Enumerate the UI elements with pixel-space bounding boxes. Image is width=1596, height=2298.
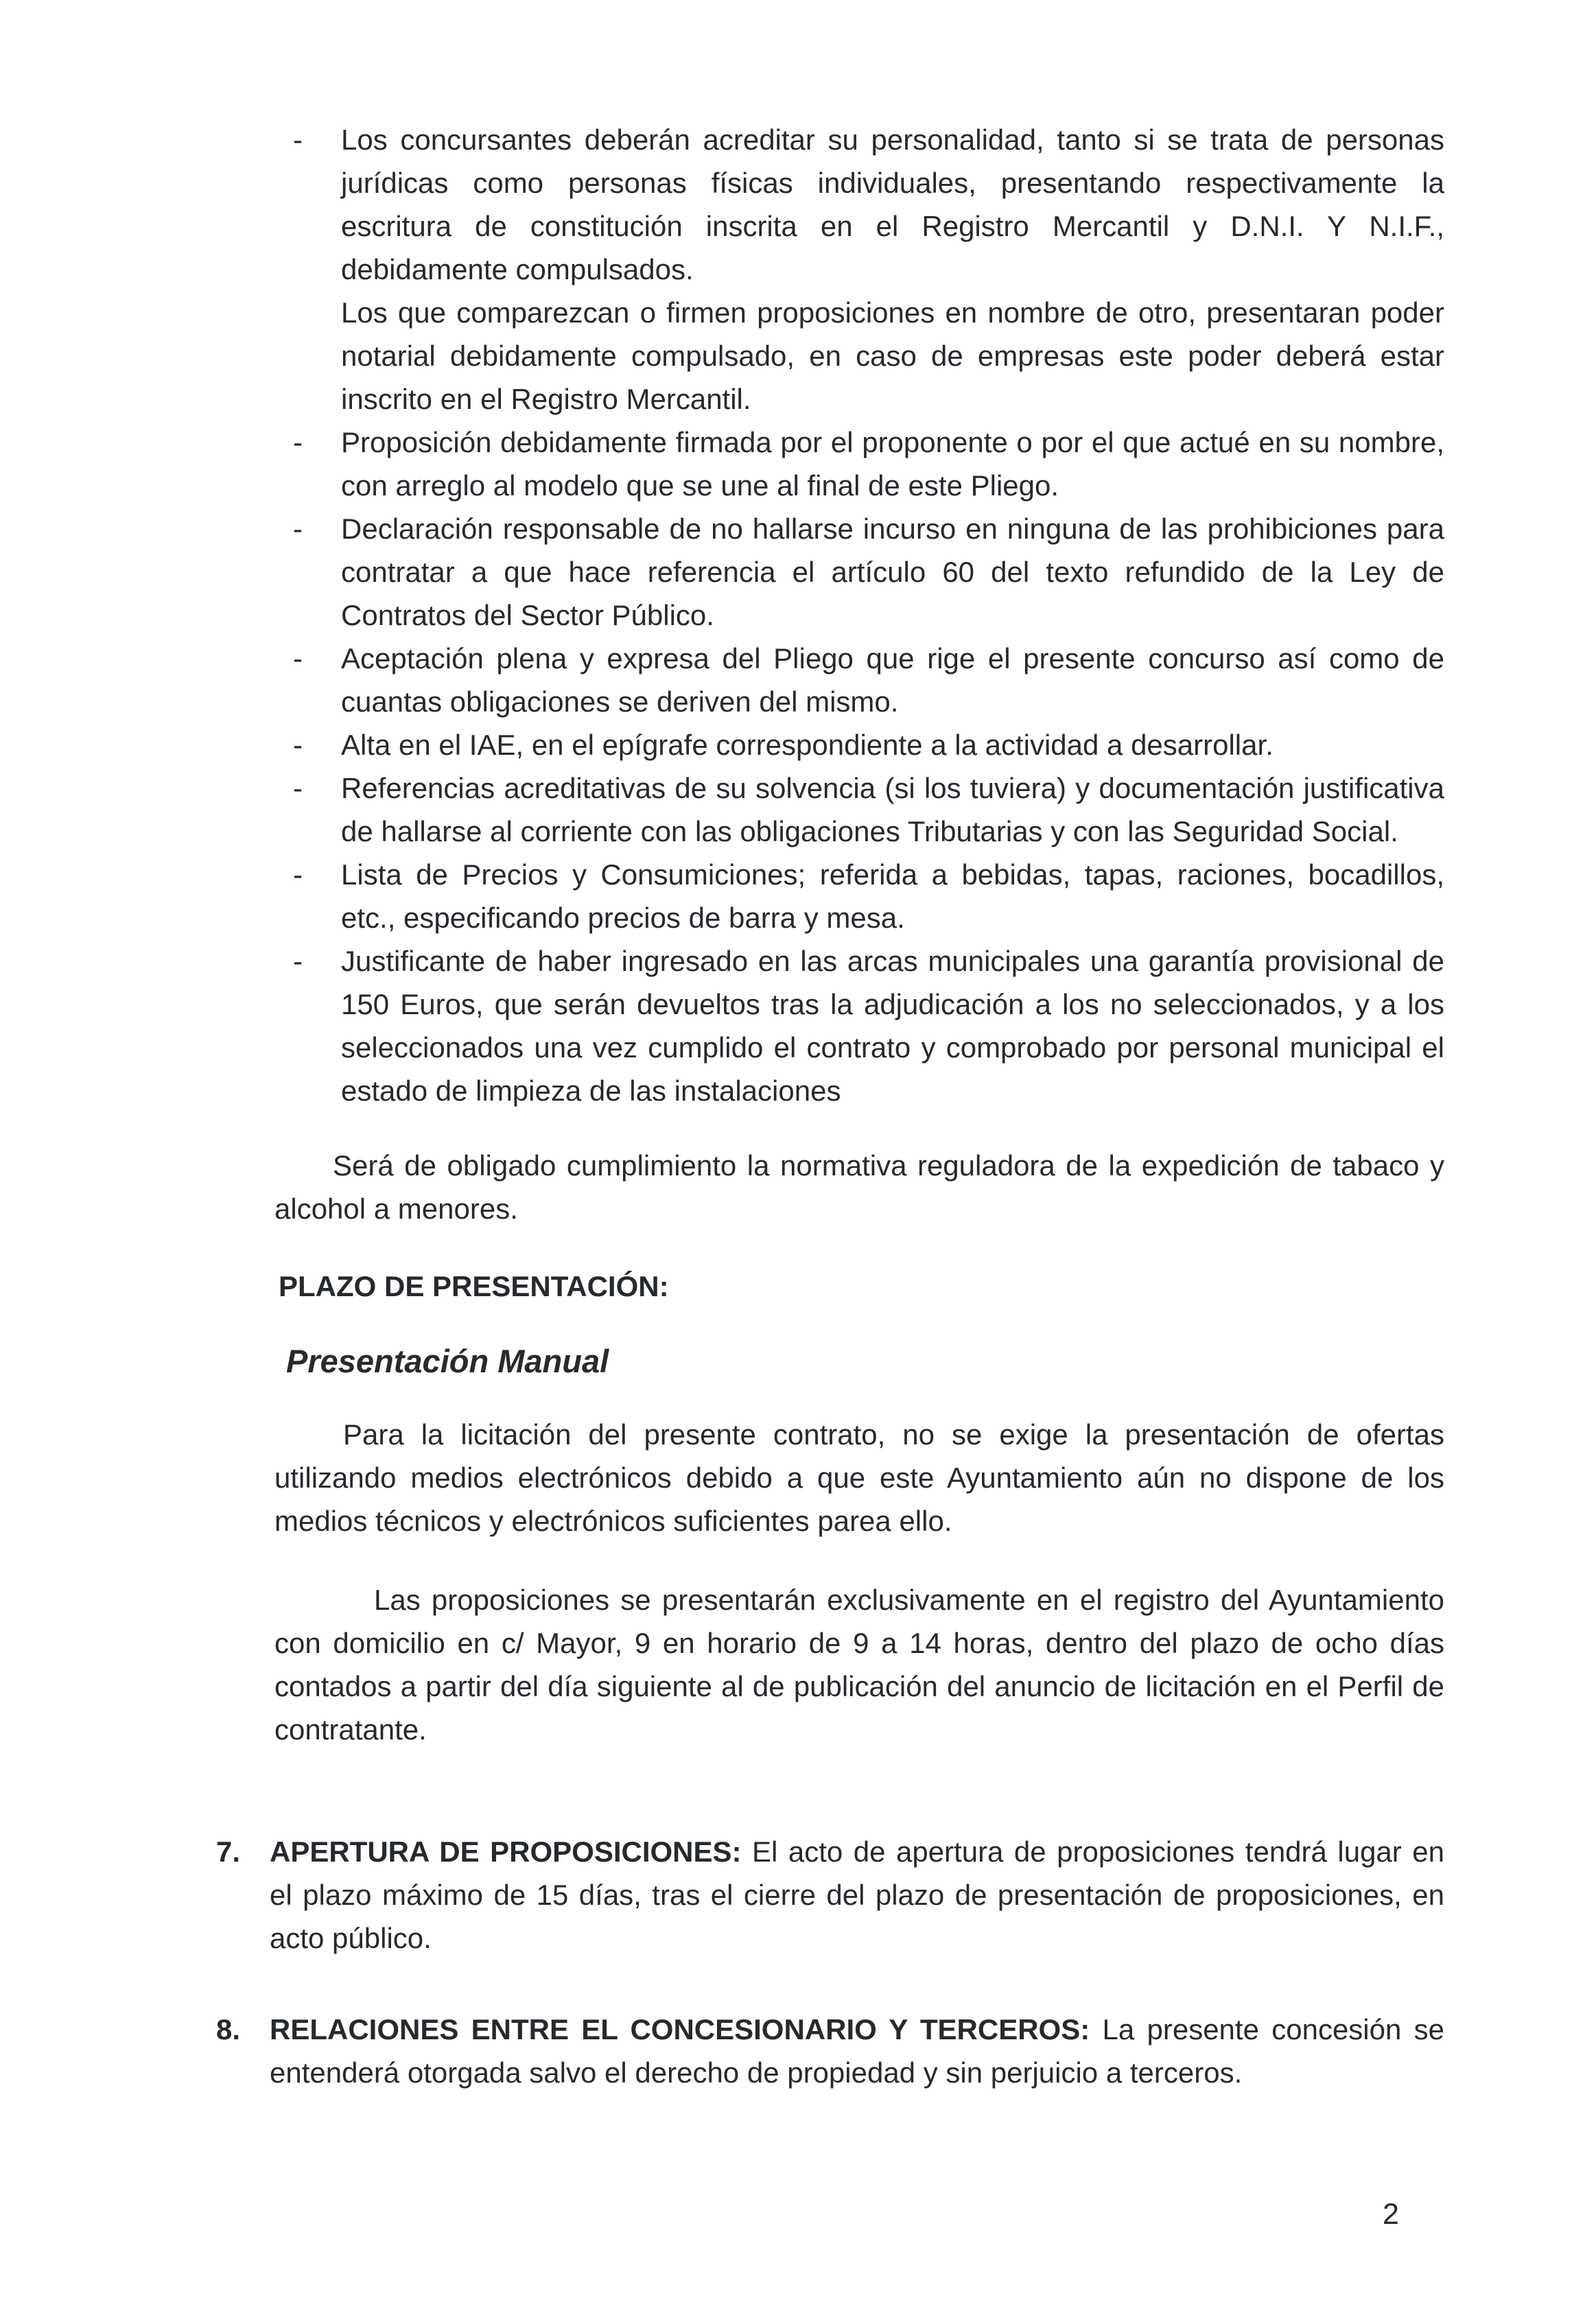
heading-plazo-presentacion: PLAZO DE PRESENTACIÓN: [279, 1270, 669, 1302]
list-item [274, 939, 1444, 1112]
item-title: RELACIONES ENTRE EL CONCESIONARIO Y TERCEROS: [270, 2013, 1090, 2045]
bullet-marker: - [293, 426, 303, 458]
list-item [274, 723, 1444, 766]
list-item-text: Los que comparezcan o firmen proposiciones en nombre de otro, presentaran poder notarial debidamente compulsado, en caso de empresas este poder deberá estar inscrito en el Registro Mercantil. [341, 296, 1444, 415]
list-item-text: Justificante de haber ingresado en las arcas municipales una garantía provisional de 150 Euros, que serán devueltos tras la adjudicación a los no seleccionados, y a los seleccionados una vez cumplido el contrato y comprobado por personal municipal el estado de limpieza de las instalaciones [341, 945, 1444, 1107]
heading-presentacion-manual: Presentación Manual [286, 1343, 609, 1379]
bullet-marker: - [293, 513, 303, 545]
paragraph-presentacion-electronica: Para la licitación del presente contrato, no se exige la presentación de ofertas utilizando medios electrónicos debido a que este Ayuntamiento aún no dispone de los medios técnicos y electrónicos suficientes parea ello. [274, 1418, 1444, 1537]
list-item-text: Alta en el IAE, en el epígrafe correspondiente a la actividad a desarrollar. [341, 729, 1274, 761]
list-item-text: Referencias acreditativas de su solvencia (si los tuviera) y documentación justificativa de hallarse al corriente con las obligaciones Tributarias y con las Seguridad Social. [341, 772, 1444, 847]
list-item-text: Lista de Precios y Consumiciones; referida a bebidas, tapas, raciones, bocadillos, etc., especificando precios de barra y mesa. [341, 858, 1444, 934]
list-item-text: Aceptación plena y expresa del Pliego que rige el presente concurso así como de cuantas obligaciones se deriven del mismo. [341, 642, 1444, 718]
item-body-text: La presente concesión se entenderá otorgada salvo el derecho de propiedad y sin perjuicio a terceros. [270, 2013, 1444, 2089]
list-item [274, 853, 1444, 939]
numbered-item-relaciones [216, 2008, 1444, 2094]
item-number: 7. [216, 1836, 241, 1868]
page-number: 2 [1383, 2198, 1399, 2231]
bullet-marker: - [293, 642, 303, 675]
list-item-continuation [274, 291, 1444, 421]
item-number: 8. [216, 2013, 241, 2045]
bullet-marker: - [293, 124, 303, 156]
bullet-marker: - [293, 858, 303, 891]
item-text [270, 1830, 1444, 1960]
list-item-text: Declaración responsable de no hallarse incurso en ninguna de las prohibiciones para contratar a que hace referencia el artículo 60 del texto refundido de la Ley de Contratos del Sector Público. [341, 513, 1444, 631]
item-body-text: El acto de apertura de proposiciones tendrá lugar en el plazo máximo de 15 días, tras el cierre del plazo de presentación de proposiciones, en acto público. [270, 1836, 1444, 1954]
item-title: APERTURA DE PROPOSICIONES: [270, 1836, 742, 1868]
bullet-marker: - [293, 729, 303, 761]
numbered-item-apertura [216, 1830, 1444, 1960]
bullet-marker: - [293, 945, 303, 977]
paragraph-registro-presentacion: Las proposiciones se presentarán exclusivamente en el registro del Ayuntamiento con domicilio en c/ Mayor, 9 en horario de 9 a 14 horas, dentro del plazo de ocho días contados a partir del día siguiente al de publicación del anuncio de licitación en el Perfil de contratante. [274, 1584, 1444, 1746]
paragraph-tobacco-alcohol: Será de obligado cumplimiento la normativa reguladora de la expedición de tabaco y alcohol a menores. [274, 1149, 1444, 1225]
list-item-text: Proposición debidamente firmada por el proponente o por el que actué en su nombre, con arreglo al modelo que se une al final de este Pliego. [341, 426, 1444, 502]
list-item [274, 421, 1444, 507]
bullet-marker: - [293, 772, 303, 804]
item-text [270, 2008, 1444, 2094]
list-item-text: Los concursantes deberán acreditar su personalidad, tanto si se trata de personas jurídicas como personas físicas individuales, presentando respectivamente la escritura de constitución inscrita en el Registro Mercantil y D.N.I. Y N.I.F., debidamente compulsados. [341, 124, 1444, 285]
list-item [274, 118, 1444, 291]
list-item [274, 766, 1444, 853]
list-item [274, 507, 1444, 637]
list-item [274, 637, 1444, 723]
